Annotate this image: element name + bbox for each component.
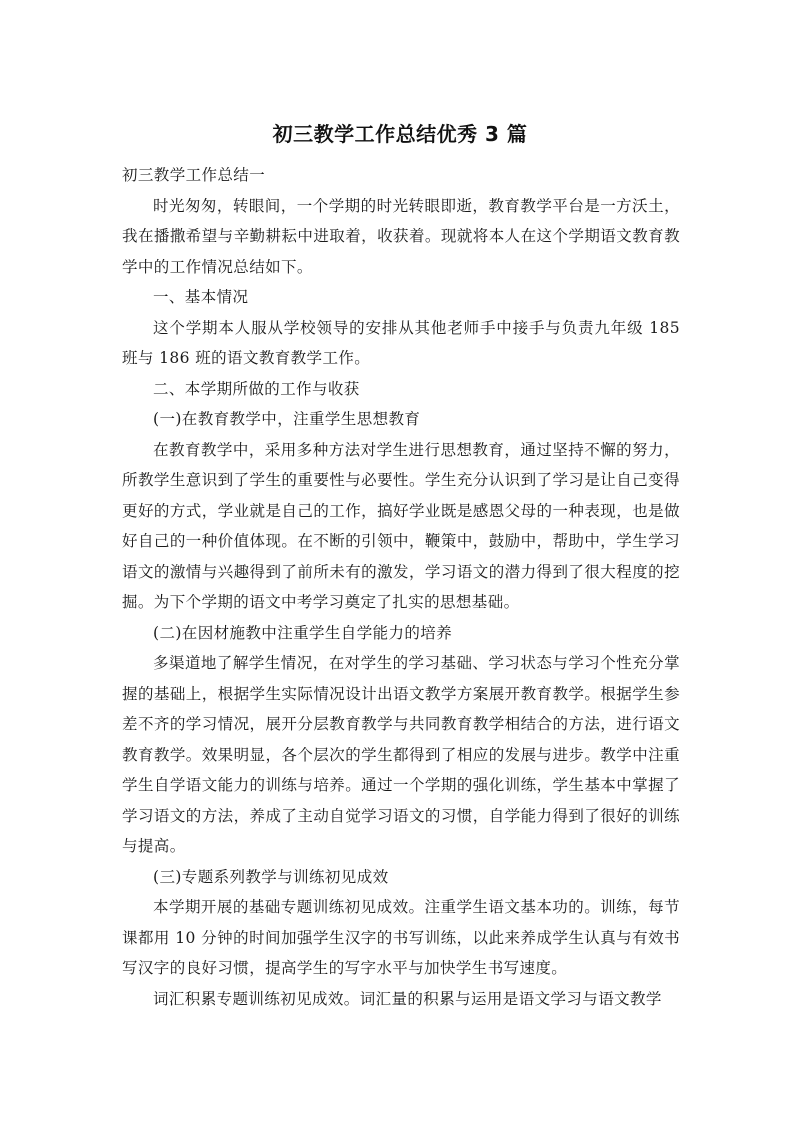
subheading: 二、本学期所做的工作与收获 <box>153 379 360 398</box>
subheading: (三)专题系列教学与训练初见成效 <box>153 867 389 886</box>
paragraph: 本学期开展的基础专题训练初见成效。注重学生语文基本功的。训练，每节课都用 10 分钟的时间加强学生汉字的书写训练，以此来养成学生认真与有效书写汉字的良好习惯，提高学生的写字水平与加快学生书写速度。 <box>122 898 680 977</box>
document-title: 初三教学工作总结优秀 3 篇 <box>272 122 528 146</box>
subheading: (二)在因材施教中注重学生自学能力的培养 <box>153 623 453 642</box>
paragraph: 多渠道地了解学生情况，在对学生的学习基础、学习状态与学习个性充分掌握的基础上，根据学生实际情况设计出语文教学方案展开教育教学。根据学生参差不齐的学习情况，展开分层教育教学与共同教育教学相结合的方法，进行语文教育教学。效果明显，各个层次的学生都得到了相应的发展与进步。教学中注重学生自学语文能力的训练与培养。通过一个学期的强化训练，学生基本中掌握了学习语文的方法，养成了主动自觉学习语文的习惯，自学能力得到了很好的训练与提高。 <box>122 654 680 855</box>
paragraph: 这个学期本人服从学校领导的安排从其他老师手中接手与负责九年级 185 班与 186 班的语文教育教学工作。 <box>122 318 680 367</box>
subheading: (一)在教育教学中，注重学生思想教育 <box>153 410 421 428</box>
section-heading: 初三教学工作总结一 <box>122 166 266 184</box>
document-body <box>122 160 680 1014</box>
paragraph: 时光匆匆，转眼间，一个学期的时光转眼即逝，教育教学平台是一方沃土，我在播撒希望与辛勤耕耘中进取着，收获着。现就将本人在这个学期语文教育教学中的工作情况总结如下。 <box>122 196 680 276</box>
paragraph: 词汇积累专题训练初见成效。词汇量的积累与运用是语文学习与语文教学 <box>153 989 662 1008</box>
paragraph: 在教育教学中，采用多种方法对学生进行思想教育，通过坚持不懈的努力，所教学生意识到了学生的重要性与必要性。学生充分认识到了学习是让自己变得更好的方式，学业就是自己的工作，搞好学业既是感恩父母的一种表现，也是做好自己的一种价值体现。在不断的引领中，鞭策中，鼓励中，帮助中，学生学习语文的激情与兴趣得到了前所未有的激发，学习语文的潜力得到了很大程度的挖掘。为下个学期的语文中考学习奠定了扎实的思想基础。 <box>122 440 680 611</box>
subheading: 一、基本情况 <box>153 288 249 306</box>
